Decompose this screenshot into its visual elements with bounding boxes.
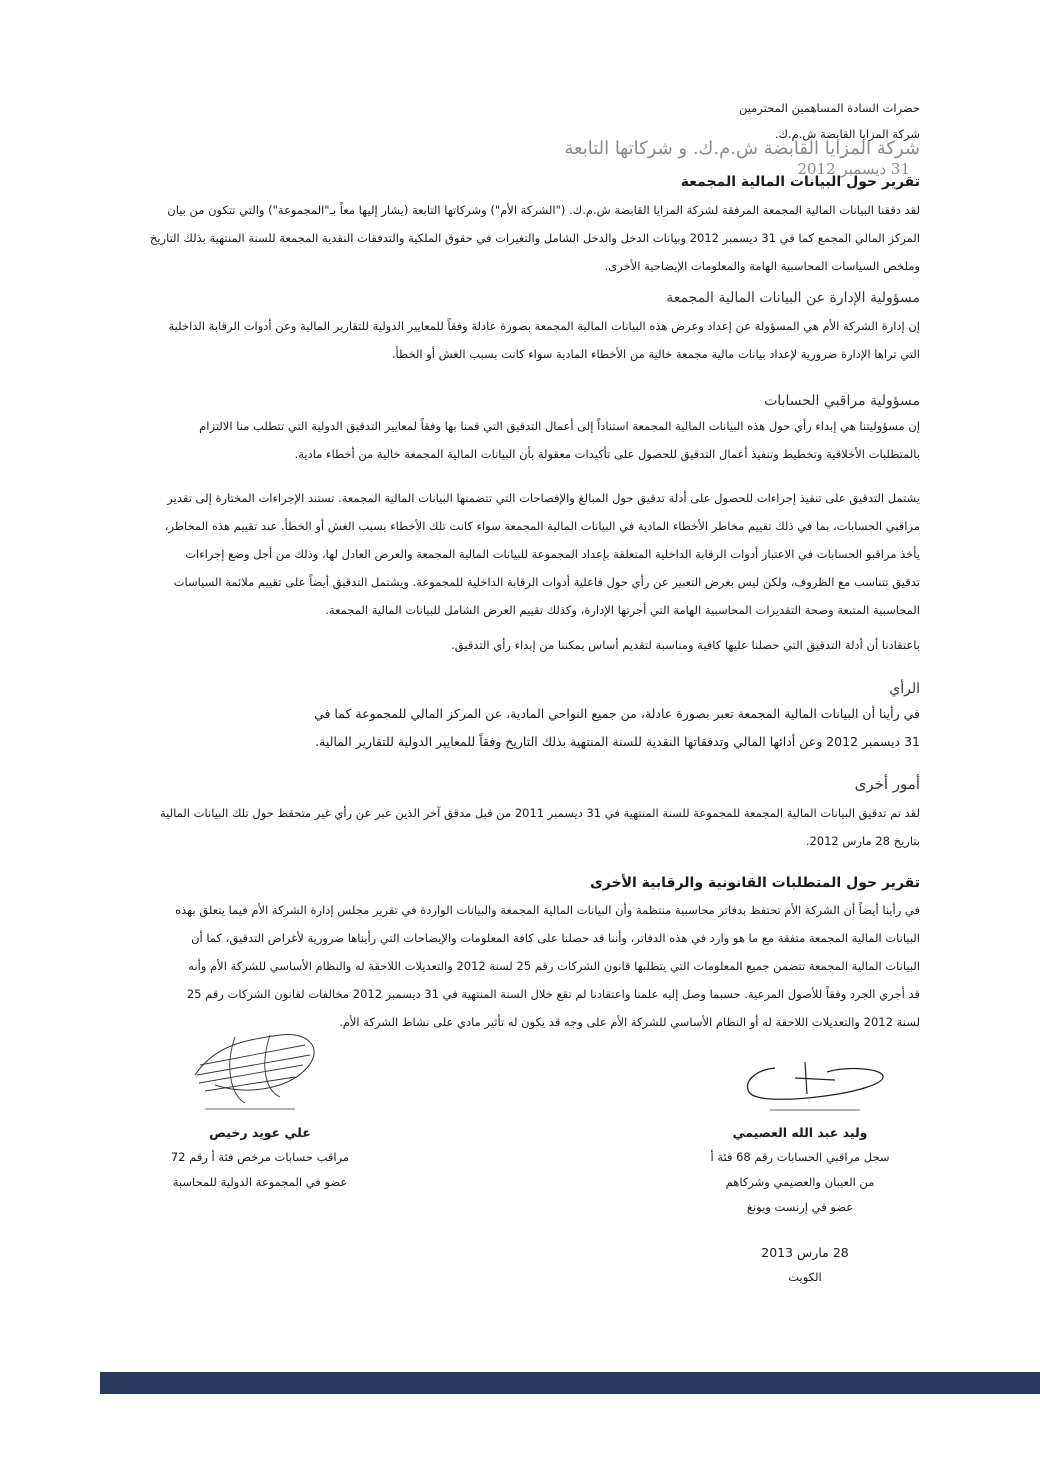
auditor-line: بالمتطلبات الأخلاقية وتخطيط وتنفيذ أعمال التدقيق للحصول على تأكيدات معقولة بأن البيانات المالية المجمعة خالية من أخطاء مادية. — [294, 447, 920, 461]
procedures-line: يشتمل التدقيق على تنفيذ إجراءات للحصول على أدلة تدقيق حول المبالغ والإفصاحات التي تتضمنها البيانات المالية المجمعة. تستند الإجراءات المختارة إلى تقدير — [167, 491, 920, 505]
other-paragraph — [120, 799, 920, 855]
opinion-paragraph — [120, 700, 920, 756]
signatory-right — [690, 1120, 910, 1220]
report-title: تقرير حول البيانات المالية المجمعة — [680, 174, 920, 190]
footer-bar — [100, 1372, 1040, 1394]
procedures-line: المحاسبية المتبعة وصحة التقديرات المحاسبية الهامة التي أجرتها الإدارة، وكذلك تقييم العرض الشامل للبيانات المالية المجمعة. — [325, 603, 920, 617]
signatory-right-line: من العيبان والعصيمي وشركاهم — [725, 1175, 875, 1189]
date-place — [730, 1240, 880, 1290]
legal-line: لسنة 2012 والتعديلات اللاحقة له أو النظام الأساسي للشركة الأم على وجه قد يكون له تأثير مادي على نشاط الشركة الأم. — [339, 1015, 920, 1029]
signatory-right-line: عضو في إرنست ويونغ — [746, 1200, 854, 1214]
procedures-line: تدقيق تتناسب مع الظروف، ولكن ليس بغرض التعبير عن رأي حول فاعلية أدوات الرقابة الداخلية للمجموعة. ويشتمل التدقيق أيضاً على تقييم ملائمة السياسات — [173, 575, 920, 589]
legal-line: البيانات المالية المجمعة متفقة مع ما هو وارد في هذه الدفاتر، وأننا قد حصلنا على كافة المعلومات والإيضاحات التي رأيناها ضرورية لأغراض التدقيق، كما أن — [191, 931, 920, 945]
intro-line: وملخص السياسات المحاسبية الهامة والمعلومات الإيضاحية الأخرى. — [604, 259, 920, 273]
signatory-left-line: عضو في المجموعة الدولية للمحاسبة — [172, 1175, 348, 1189]
signatory-left-line: مراقب حسابات مرخص فئة أ رقم 72 — [170, 1150, 350, 1164]
management-line: إن إدارة الشركة الأم هي المسؤولة عن إعداد وعرض هذه البيانات المالية المجمعة بصورة عادلة وفقاً للمعايير الدولية للتقارير المالية وعن أدوات الرقابة الداخلية — [168, 319, 920, 333]
other-line: لقد تم تدقيق البيانات المالية المجمعة للمجموعة للسنة المنتهية في 31 ديسمبر 2011 من قبل مدقق آخر الذين عبر عن رأي غير متحفظ حول تلك البيانات المالية — [160, 806, 920, 820]
opinion-line: 31 ديسمبر 2012 وعن أدائها المالي وتدفقاتها النقدية للسنة المنتهية بذلك التاريخ وفقاً للمعايير الدولية للتقارير المالية. — [315, 734, 920, 749]
intro-paragraph — [120, 196, 920, 280]
signatory-left-name: علي عويد رخيص — [209, 1125, 311, 1140]
company-line: شركة المزايا القابضة ش.م.ك. — [774, 127, 920, 141]
signature-left-image — [185, 1025, 335, 1115]
procedures-line: مراقبي الحسابات، بما في ذلك تقييم مخاطر الأخطاء المادية في البيانات المالية المجمعة سواء كانت تلك الأخطاء بسبب الغش أو الخطأ. عند تقييم هذه المخاطر، — [164, 519, 920, 533]
signatory-right-line: سجل مراقبي الحسابات رقم 68 فئة أ — [710, 1150, 890, 1164]
signatory-left — [150, 1120, 370, 1195]
basis-paragraph: باعتقادنا أن أدلة التدقيق التي حصلنا عليها كافية ومناسبة لتقديم أساس يمكننا من إبداء رأي التدقيق. — [451, 638, 920, 652]
report-place: الكويت — [788, 1270, 822, 1284]
legal-paragraph — [120, 896, 920, 1036]
auditor-heading: مسؤولية مراقبي الحسابات — [764, 393, 920, 409]
signatory-right-name: وليد عبد الله العصيمي — [732, 1125, 868, 1140]
other-line: بتاريخ 28 مارس 2012. — [805, 834, 920, 848]
report-date: 28 مارس 2013 — [761, 1245, 849, 1260]
management-line: التي تراها الإدارة ضرورية لإعداد بيانات مالية مجمعة خالية من الأخطاء المادية سواء كانت بسبب الغش أو الخطأ. — [391, 347, 920, 361]
intro-line: المركز المالي المجمع كما في 31 ديسمبر 2012 وبيانات الدخل والدخل الشامل والتغيرات في حقوق الملكية والتدفقات النقدية المجمعة للسنة المنتهية بذلك التاريخ — [149, 231, 920, 245]
address-block — [120, 100, 920, 142]
other-heading: أمور أخرى — [854, 775, 920, 793]
intro-line: لقد دققنا البيانات المالية المجمعة المرفقة لشركة المزايا القابضة ش.م.ك. ("الشركة الأم") وشركاتها التابعة (يشار إليها معاً بـ"المجموعة") والتي تتكون من بيان — [167, 203, 920, 217]
ghost-company-title: شركة المزايا القابضة ش.م.ك. و شركاتها التابعة — [564, 138, 920, 159]
addressee-line: حضرات السادة المساهمين المحترمين — [738, 101, 920, 115]
signature-right-image — [735, 1050, 895, 1115]
opinion-heading: الرأي — [889, 681, 920, 697]
legal-line: البيانات المالية المجمعة تتضمن جميع المعلومات التي يتطلبها قانون الشركات رقم 25 لسنة 2012 والتعديلات اللاحقة له والنظام الأساسي للشركة الأم وأنه — [188, 959, 920, 973]
management-heading: مسؤولية الإدارة عن البيانات المالية المجمعة — [666, 290, 920, 306]
procedures-line: يأخذ مراقبو الحسابات في الاعتبار أدوات الرقابة الداخلية المتعلقة بإعداد المجموعة للبيانات المالية المجمعة والعرض العادل لها، وذلك من أجل وضع إجراءات — [185, 547, 920, 561]
ghost-date: 31 ديسمبر 2012 — [797, 160, 910, 178]
auditor-paragraph — [120, 412, 920, 468]
legal-line: في رأينا أيضاً أن الشركة الأم تحتفظ بدفاتر محاسبية منتظمة وأن البيانات المالية المجمعة والبيانات الواردة في تقرير مجلس إدارة الشركة الأم فيما يتعلق بهذه — [175, 903, 920, 917]
management-paragraph — [120, 312, 920, 368]
procedures-paragraph — [120, 484, 920, 624]
legal-line: قد أجري الجرد وفقاً للأصول المرعية. حسبما وصل إليه علمنا واعتقادنا لم تقع خلال السنة المنتهية في 31 ديسمبر 2012 مخالفات لقانون الشركات رقم 25 — [186, 987, 920, 1001]
opinion-line: في رأينا أن البيانات المالية المجمعة تعبر بصورة عادلة، من جميع النواحي المادية، عن المركز المالي للمجموعة كما في — [314, 706, 920, 721]
ghost-header — [120, 137, 920, 161]
auditor-line: إن مسؤوليتنا هي إبداء رأي حول هذه البيانات المالية المجمعة استناداً إلى أعمال التدقيق التي قمنا بها وفقاً لمعايير التدقيق الدولية التي تتطلب منا الالتزام — [199, 419, 920, 433]
legal-heading: تقرير حول المتطلبات القانونية والرقابية الأخرى — [589, 875, 920, 891]
